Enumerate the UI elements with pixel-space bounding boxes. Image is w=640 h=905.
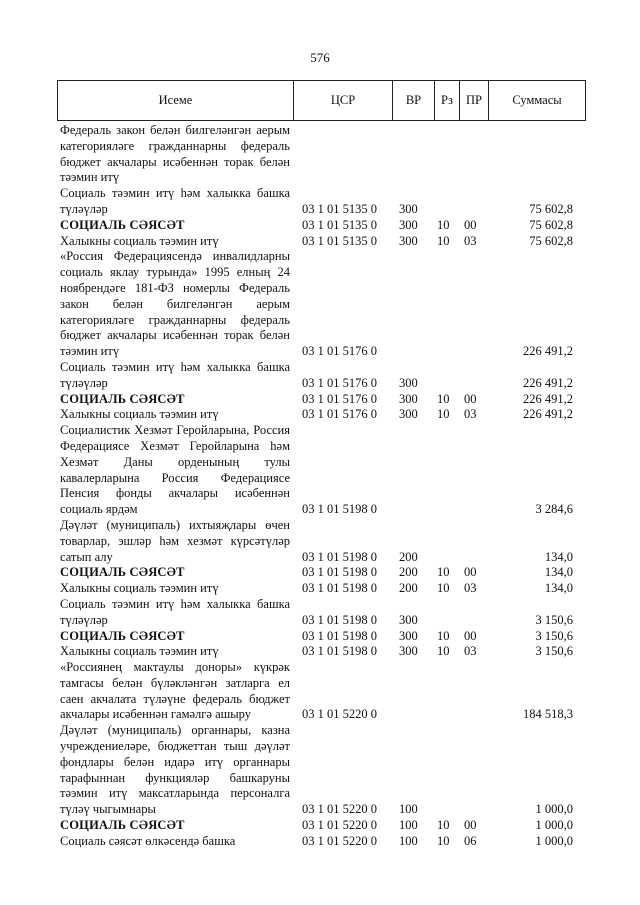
row-rz: 10 [437,233,450,248]
row-vr: 300 [399,375,418,390]
row-sum: 3 150,6 [535,612,573,627]
row-csr: 03 1 01 5198 0 [302,612,377,627]
page-number: 576 [310,50,330,65]
row-csr: 03 1 01 5176 0 [302,407,377,422]
table-row [0,597,640,629]
row-csr: 03 1 01 5198 0 [302,565,377,580]
row-sum: 75 602,8 [529,233,573,248]
row-pr: 03 [464,581,477,596]
row-name: Халыкны социаль тәэмин итү [60,233,219,248]
table-row [0,249,640,360]
row-name: Халыкны социаль тәэмин итү [60,644,219,659]
table-row [0,407,640,423]
row-rz: 10 [437,391,450,406]
row-pr: 03 [464,644,477,659]
row-csr: 03 1 01 5198 0 [302,644,377,659]
row-csr: 03 1 01 5176 0 [302,375,377,390]
row-name: Дәүләт (муниципаль) органнары, казна учреждениеләре, бюджеттан тыш дәүләт фондлары белән идарә итү органнары тарафыннан функцияләр башкаруны тәэмин итү максатларында персоналга түләү чыгымнары [60,723,290,817]
row-csr: 03 1 01 5176 0 [302,391,377,406]
row-rz: 10 [437,581,450,596]
row-name: СОЦИАЛЬ СӘЯСӘТ [60,818,185,833]
row-name: Социаль тәэмин итү һәм халыкка башка түләүләр [60,186,290,216]
table-row [0,565,640,581]
row-csr: 03 1 01 5220 0 [302,802,377,817]
table-row [0,234,640,250]
row-sum: 3 150,6 [535,628,573,643]
row-csr: 03 1 01 5135 0 [302,201,377,216]
row-sum: 75 602,8 [529,217,573,232]
row-vr: 200 [399,581,418,596]
row-csr: 03 1 01 5176 0 [302,344,377,359]
row-rz: 10 [437,818,450,833]
row-vr: 200 [399,549,418,564]
row-vr: 300 [399,407,418,422]
row-pr: 03 [464,233,477,248]
row-sum: 3 284,6 [535,502,573,517]
row-sum: 226 491,2 [523,375,573,390]
row-vr: 300 [399,628,418,643]
table-row [0,218,640,234]
table-row [0,629,640,645]
row-name: СОЦИАЛЬ СӘЯСӘТ [60,217,185,232]
table-row [0,660,640,723]
row-pr: 00 [464,818,477,833]
row-vr: 300 [399,201,418,216]
row-sum: 184 518,3 [523,707,573,722]
row-sum: 134,0 [544,549,573,564]
table-row [0,644,640,660]
column-header-name: Исеме [58,81,294,120]
table-row [0,392,640,408]
row-pr: 00 [464,628,477,643]
table-row [0,818,640,834]
row-name: СОЦИАЛЬ СӘЯСӘТ [60,565,185,580]
row-sum: 75 602,8 [529,201,573,216]
row-csr: 03 1 01 5198 0 [302,581,377,596]
row-name: «Россия Федерациясендә инвалидларны социаль яклау турында» 1995 елның 24 ноябрендәге 181-ФЗ номерлы Федераль закон белән билгеләнгән аерым категорияләге гражданнарны федераль бюджет акчалары исәбеннән торак белән тәэмин итү [60,249,290,359]
row-vr: 300 [399,612,418,627]
row-pr: 00 [464,565,477,580]
row-sum: 134,0 [544,581,573,596]
row-sum: 1 000,0 [535,802,573,817]
row-name: Халыкны социаль тәэмин итү [60,407,219,422]
row-vr: 300 [399,644,418,659]
row-csr: 03 1 01 5220 0 [302,818,377,833]
row-name: «Россиянең мактаулы доноры» күкрәк тамгасы белән бүләкләнгән затларга ел саен акчалата түләүне федераль бюджет акчалары исәбеннән гамәлгә ашыру [60,660,290,722]
row-rz: 10 [437,833,450,848]
row-sum: 226 491,2 [523,391,573,406]
row-name: Халыкны социаль тәэмин итү [60,581,219,596]
row-csr: 03 1 01 5198 0 [302,549,377,564]
row-vr: 200 [399,565,418,580]
row-sum: 226 491,2 [523,407,573,422]
table-row [0,123,640,186]
table-row [0,360,640,392]
row-rz: 10 [437,217,450,232]
row-sum: 3 150,6 [535,644,573,659]
row-rz: 10 [437,628,450,643]
row-vr: 300 [399,233,418,248]
column-header-vr: ВР [393,81,435,120]
row-name: Социаль сәясәт өлкәсендә башка [60,833,236,848]
table-row [0,581,640,597]
row-pr: 00 [464,391,477,406]
column-header-pr: ПР [460,81,489,120]
row-vr: 300 [399,217,418,232]
row-name: Социаль тәэмин итү һәм халыкка башка түләүләр [60,596,290,627]
row-csr: 03 1 01 5135 0 [302,217,377,232]
row-csr: 03 1 01 5135 0 [302,233,377,248]
table-row [0,518,640,565]
table-body [0,123,640,850]
row-name: СОЦИАЛЬ СӘЯСӘТ [60,391,185,406]
row-sum: 134,0 [544,565,573,580]
row-sum: 226 491,2 [523,344,573,359]
row-name: СОЦИАЛЬ СӘЯСӘТ [60,628,185,643]
row-csr: 03 1 01 5220 0 [302,833,377,848]
row-vr: 100 [399,802,418,817]
column-header-rz: Рз [435,81,460,120]
table-row [0,186,640,218]
table-row [0,723,640,818]
row-sum: 1 000,0 [535,833,573,848]
row-pr: 06 [464,833,477,848]
column-header-sum: Суммасы [512,93,562,107]
table-row [0,834,640,850]
row-pr: 00 [464,217,477,232]
row-vr: 300 [399,391,418,406]
row-rz: 10 [437,565,450,580]
row-csr: 03 1 01 5198 0 [302,628,377,643]
table-row [0,423,640,518]
column-header-csr: ЦСР [294,81,393,120]
row-rz: 10 [437,644,450,659]
row-csr: 03 1 01 5220 0 [302,707,377,722]
row-name: Дәүләт (муниципаль) ихтыяҗлары өчен товарлар, эшләр һәм хезмәт күрсәтүләр сатып алу [60,517,290,564]
row-sum: 1 000,0 [535,818,573,833]
row-name: Социаль тәэмин итү һәм халыкка башка түләүләр [60,359,290,390]
row-vr: 100 [399,818,418,833]
row-name: Социалистик Хезмәт Геройларына, Россия Федерациясе Хезмәт Геройларына һәм Хезмәт Даны орденының тулы кавалерларына Россия Федерациясе Пенсия фонды акчалары исәбеннән социаль ярдәм [60,423,290,517]
table-header [57,80,586,121]
row-name: Федераль закон белән билгеләнгән аерым категорияләге гражданнарны федераль бюджет акчалары исәбеннән торак белән тәэмин итү [60,123,290,185]
row-vr: 100 [399,833,418,848]
row-csr: 03 1 01 5198 0 [302,502,377,517]
row-rz: 10 [437,407,450,422]
row-pr: 03 [464,407,477,422]
